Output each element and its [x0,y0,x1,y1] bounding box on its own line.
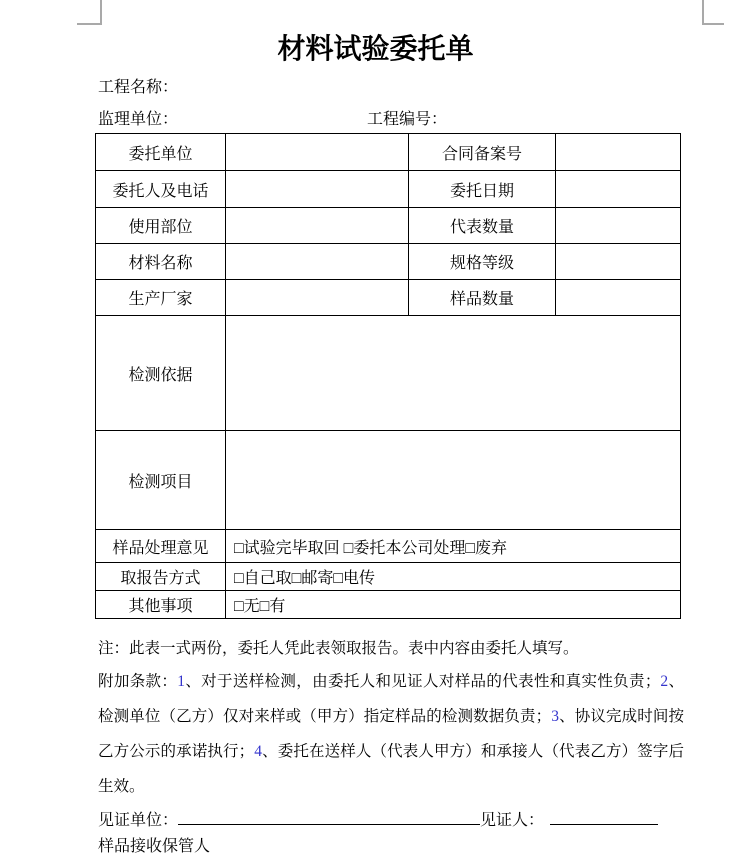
witness-person-label: 见证人： [480,812,545,829]
other-matters-options[interactable]: □无□有 [226,591,681,619]
table-row [96,208,681,244]
sample-receiver-label: 样品接收保管人 [98,838,211,855]
commission-date-input-cell[interactable] [556,171,681,208]
spec-grade-label: 规格等级 [409,244,556,280]
supervision-unit-label: 监理单位： [98,111,179,128]
sample-qty-label: 样品数量 [409,280,556,316]
client-unit-input-cell[interactable] [226,134,409,171]
test-items-label: 检测项目 [96,431,226,530]
table-row [96,591,681,619]
usage-location-input-cell[interactable] [226,208,409,244]
additional-terms-paragraph: 附加条款：1、对于送样检测，由委托人和见证人对样品的代表性和真实性负责；2、检测单位（乙方）仅对来样或（甲方）指定样品的检测数据负责；3、协议完成时间按乙方公示的承诺执行；4、委托在送样人（代表人甲方）和承接人（代表乙方）签字后生效。 [98,673,684,795]
report-delivery-label: 取报告方式 [96,563,226,591]
table-row [96,563,681,591]
sample-qty-input-cell[interactable] [556,280,681,316]
witness-line [98,806,698,836]
client-unit-label: 委托单位 [96,134,226,171]
material-name-label: 材料名称 [96,244,226,280]
usage-location-label: 使用部位 [96,208,226,244]
table-row [96,280,681,316]
table-row [96,134,681,171]
client-contact-input-cell[interactable] [226,171,409,208]
table-row [96,431,681,530]
contract-record-input-cell[interactable] [556,134,681,171]
commission-date-label: 委托日期 [409,171,556,208]
project-name-label: 工程名称： [98,79,179,96]
contract-record-label: 合同备案号 [409,134,556,171]
table-row [96,171,681,208]
representative-qty-input-cell[interactable] [556,208,681,244]
project-number-label: 工程编号： [367,111,448,128]
representative-qty-label: 代表数量 [409,208,556,244]
table-row [96,316,681,431]
report-delivery-options[interactable]: □自己取□邮寄□电传 [226,563,681,591]
test-basis-label: 检测依据 [96,316,226,431]
table-row [96,530,681,563]
test-items-input-cell[interactable] [226,431,681,530]
witness-person-blank[interactable] [550,807,658,825]
other-matters-label: 其他事项 [96,591,226,619]
sample-disposal-label: 样品处理意见 [96,530,226,563]
witness-unit-label: 见证单位： [98,812,179,829]
margin-crop-mark-right-icon [702,0,724,25]
commission-form-table [95,133,681,619]
page-title: 材料试验委托单 [277,34,474,65]
witness-unit-blank[interactable] [178,807,480,825]
test-basis-input-cell[interactable] [226,316,681,431]
margin-crop-mark-left-icon [77,0,102,25]
spec-grade-input-cell[interactable] [556,244,681,280]
material-name-input-cell[interactable] [226,244,409,280]
table-row [96,244,681,280]
client-contact-label: 委托人及电话 [96,171,226,208]
copy-note: 注：此表一式两份，委托人凭此表领取报告。表中内容由委托人填写。 [98,640,579,657]
manufacturer-label: 生产厂家 [96,280,226,316]
sample-disposal-options[interactable]: □试验完毕取回 □委托本公司处理□废弃 [226,530,681,563]
manufacturer-input-cell[interactable] [226,280,409,316]
